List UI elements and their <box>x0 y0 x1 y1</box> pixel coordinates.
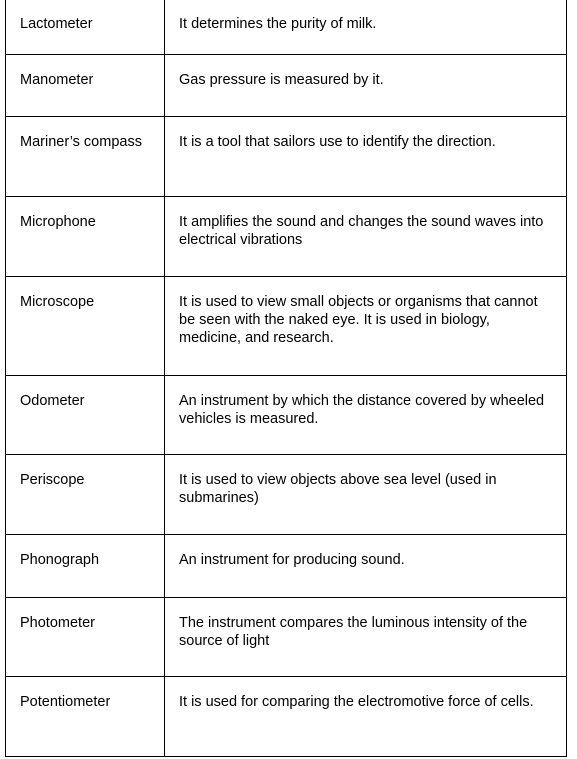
table-row <box>6 277 567 376</box>
term-cell: Lactometer <box>6 0 165 55</box>
table-row <box>6 598 567 677</box>
term-cell: Photometer <box>6 598 165 677</box>
description-cell: An instrument by which the distance covered by wheeled vehicles is measured. <box>165 376 567 455</box>
description-cell: An instrument for producing sound. <box>165 535 567 598</box>
table-row <box>6 376 567 455</box>
term-cell: Manometer <box>6 55 165 117</box>
table-row <box>6 0 567 55</box>
term-cell: Potentiometer <box>6 677 165 757</box>
term-cell: Microphone <box>6 197 165 277</box>
table-row <box>6 197 567 277</box>
table-row <box>6 677 567 757</box>
description-cell: The instrument compares the luminous intensity of the source of light <box>165 598 567 677</box>
description-cell: It amplifies the sound and changes the sound waves into electrical vibrations <box>165 197 567 277</box>
term-cell: Phonograph <box>6 535 165 598</box>
description-cell: It is a tool that sailors use to identify the direction. <box>165 117 567 197</box>
term-cell: Odometer <box>6 376 165 455</box>
table-row <box>6 55 567 117</box>
table-row <box>6 535 567 598</box>
term-cell: Microscope <box>6 277 165 376</box>
term-cell: Mariner’s compass <box>6 117 165 197</box>
instruments-table <box>5 0 567 757</box>
description-cell: Gas pressure is measured by it. <box>165 55 567 117</box>
description-cell: It is used to view small objects or organisms that cannot be seen with the naked eye. It is used in biology, medicine, and research. <box>165 277 567 376</box>
term-cell: Periscope <box>6 455 165 535</box>
description-cell: It is used for comparing the electromotive force of cells. <box>165 677 567 757</box>
description-cell: It determines the purity of milk. <box>165 0 567 55</box>
table-row <box>6 455 567 535</box>
description-cell: It is used to view objects above sea level (used in submarines) <box>165 455 567 535</box>
table-row <box>6 117 567 197</box>
